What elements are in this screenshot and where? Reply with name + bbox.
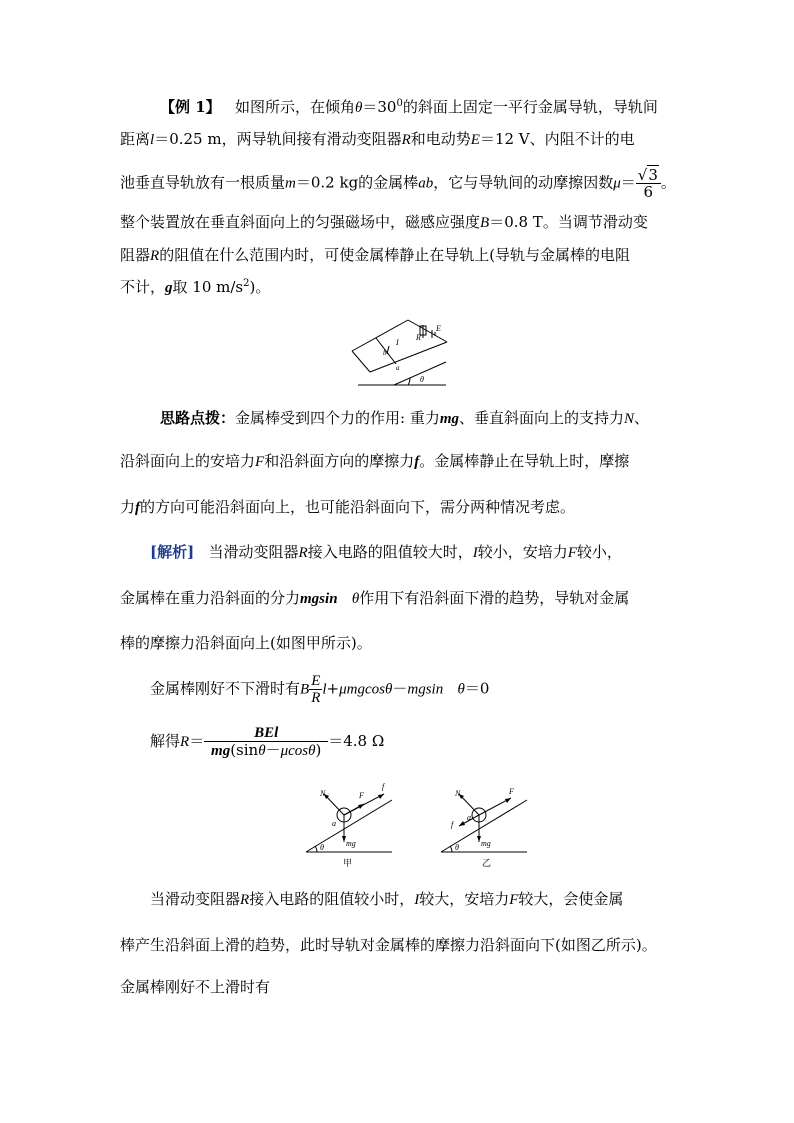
label-F: F: [509, 787, 514, 796]
solve-line: 解得R＝ $\frac{\text{BEl}}{mg(\sin\theta-\mu\cos\theta)}$ ＝4.8 Ω: [150, 725, 385, 759]
label-f: f: [451, 820, 454, 829]
fig1-label-R: R: [416, 333, 421, 342]
angle-arc: [450, 846, 452, 852]
label-N: N: [455, 789, 461, 798]
example-line-5: 阻器R的阻值在什么范围内时，可使金属棒静止在导轨上(导轨与金属棒的电阻: [120, 246, 631, 264]
ampere-arrowhead: [505, 798, 511, 803]
r-solution-fraction: $\frac{\text{BEl}}{mg(\sin\theta-\mu\cos\theta)}$: [204, 725, 328, 759]
example-line-3: 池垂直导轨放有一根质量m＝0.2 kg的金属棒ab，它与导轨间的动摩擦因数μ＝ $\frac{√3}{6}$ 。: [120, 166, 676, 201]
label-theta: θ: [455, 843, 459, 852]
label-F: F: [359, 791, 364, 800]
fig1-label-theta: θ: [420, 375, 424, 384]
example-line-1: 【例 1】 如图所示，在倾角$\theta=30^0$的斜面上固定一平行金属导轨，导轨间: [160, 98, 658, 116]
solution-label: [解析]: [150, 543, 195, 561]
equation-line-1: 金属棒刚好不下滑时有B $\frac{E}{R}$ l+μmgcosθ－mgsin θ＝0: [150, 673, 490, 706]
force-figure-jia: [302, 782, 402, 872]
label-a: a: [332, 819, 336, 828]
rail-start: [352, 351, 370, 372]
solution-line-5: 棒产生沿斜面上滑的趋势，此时导轨对金属棒的摩擦力沿斜面向下(如图乙所示)。: [120, 936, 657, 954]
friction-arrowhead: [378, 794, 384, 799]
solution-line-3: 棒的摩擦力沿斜面向上(如图甲所示)。: [120, 634, 372, 652]
label-a: a: [467, 813, 471, 822]
fig1-label-a: a: [396, 364, 400, 372]
hint-line-1: 思路点拨：金属棒受到四个力的作用: 重力mg、垂直斜面向上的支持力N、: [160, 409, 650, 427]
rail-end: [408, 320, 447, 342]
rail-bottom: [370, 342, 447, 372]
caption-yi: 乙: [482, 858, 492, 868]
hint-label: 思路点拨：: [160, 409, 236, 427]
example-tag: 【例 1】: [160, 98, 221, 116]
e-over-r-fraction: $\frac{E}{R}$: [311, 673, 321, 706]
hint-line-2: 沿斜面向上的安培力F和沿斜面方向的摩擦力f。金属棒静止在导轨上时，摩擦: [120, 452, 630, 470]
example-line-6: 不计，g取 10 $m/s^2$)。: [120, 278, 271, 296]
label-f: f: [382, 782, 385, 791]
example-line-4: 整个装置放在垂直斜面向上的匀强磁场中，磁感应强度B＝0.8 T。当调节滑动变: [120, 213, 648, 231]
solution-line-1: [解析] 当滑动变阻器R接入电路的阻值较大时，I较小，安培力F较小，: [150, 543, 622, 561]
hint-line-3: 力f的方向可能沿斜面向上，也可能沿斜面向下，需分两种情况考虑。: [120, 498, 576, 516]
fig1-label-b: b: [383, 349, 387, 357]
solution-line-6: 金属棒刚好不上滑时有: [120, 978, 271, 996]
fig1-label-I: I: [396, 338, 399, 347]
label-N: N: [320, 789, 326, 798]
label-theta: θ: [320, 843, 324, 852]
friction-arrowhead: [459, 821, 465, 826]
mu-fraction: $\frac{√3}{6}$: [636, 167, 661, 200]
angle-arc: [315, 846, 317, 852]
solution-line-4: 当滑动变阻器R接入电路的阻值较小时，I较大，安培力F较大，会使金属: [150, 890, 624, 908]
rail-top: [352, 320, 408, 351]
example-line-2: 距离l＝0.25 m，两导轨间接有滑动变阻器R和电动势E＝12 V、内阻不计的电: [120, 130, 635, 148]
friction-vector: [344, 794, 384, 815]
force-figure-yi: [437, 782, 537, 872]
ampere-arrowhead: [358, 804, 364, 809]
solution-line-2: 金属棒在重力沿斜面的分力mgsin θ作用下有沿斜面下滑的趋势，导轨对金属: [120, 589, 630, 607]
caption-jia: 甲: [343, 858, 353, 868]
fig1-label-E: E: [436, 324, 441, 333]
label-mg: mg: [481, 839, 491, 848]
label-mg: mg: [346, 839, 356, 848]
incline-rail-figure: [350, 312, 450, 392]
